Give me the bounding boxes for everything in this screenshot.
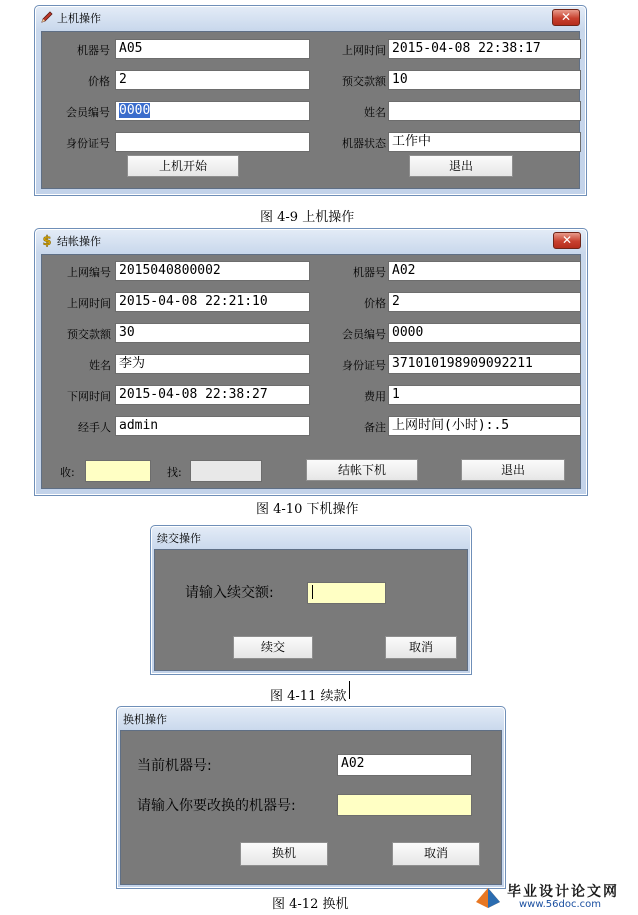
name-field[interactable] bbox=[388, 101, 581, 121]
title-bar[interactable] bbox=[151, 526, 471, 548]
window-title: 续交操作 bbox=[157, 532, 201, 545]
renew-button[interactable]: 续交 bbox=[233, 636, 313, 659]
title-bar[interactable] bbox=[35, 229, 587, 251]
svg-text:$: $ bbox=[42, 234, 52, 247]
label-new-machine: 请输入你要改换的机器号: bbox=[137, 798, 296, 814]
label-fee: 费用 bbox=[364, 390, 386, 403]
machine-no-field[interactable]: A05 bbox=[115, 39, 310, 59]
close-button[interactable]: ✕ bbox=[552, 9, 580, 26]
label-operator: 经手人 bbox=[78, 421, 111, 434]
label-machine-status: 机器状态 bbox=[342, 137, 386, 150]
figure-caption-4-11: 图 4-11 续款 bbox=[270, 689, 347, 704]
figure-caption-4-10: 图 4-10 下机操作 bbox=[256, 502, 359, 517]
switch-machine-window bbox=[116, 706, 506, 889]
prepay-field[interactable]: 30 bbox=[115, 323, 310, 343]
label-name: 姓名 bbox=[89, 359, 111, 372]
label-online-time: 上网时间 bbox=[342, 44, 386, 57]
checkout-button[interactable]: 结帐下机 bbox=[306, 459, 418, 481]
label-machine-no: 机器号 bbox=[77, 44, 110, 57]
id-no-field[interactable]: 371010198909092211 bbox=[388, 354, 581, 374]
form-area bbox=[41, 31, 580, 189]
label-id-no: 身份证号 bbox=[342, 359, 386, 372]
new-machine-field[interactable] bbox=[337, 794, 472, 816]
label-machine-no: 机器号 bbox=[353, 266, 386, 279]
label-session-no: 上网编号 bbox=[67, 266, 111, 279]
renew-amount-field[interactable] bbox=[307, 582, 386, 604]
exit-button[interactable]: 退出 bbox=[461, 459, 565, 481]
price-field[interactable]: 2 bbox=[388, 292, 581, 312]
label-online-time: 上网时间 bbox=[67, 297, 111, 310]
cancel-button[interactable]: 取消 bbox=[385, 636, 457, 659]
receive-field[interactable] bbox=[85, 460, 151, 482]
watermark-logo bbox=[473, 881, 635, 913]
label-note: 备注 bbox=[364, 421, 386, 434]
renew-window bbox=[150, 525, 472, 675]
title-bar[interactable] bbox=[117, 707, 505, 729]
exit-button[interactable]: 退出 bbox=[409, 155, 513, 177]
form-area bbox=[120, 730, 502, 885]
close-button[interactable]: ✕ bbox=[553, 232, 581, 249]
label-receive: 收: bbox=[60, 466, 75, 479]
label-id-no: 身份证号 bbox=[66, 137, 110, 150]
label-prepay: 预交款额 bbox=[342, 75, 386, 88]
window-title: 换机操作 bbox=[123, 713, 167, 726]
pencil-icon bbox=[40, 10, 54, 24]
text-cursor bbox=[349, 681, 350, 699]
label-member-no: 会员编号 bbox=[342, 328, 386, 341]
figure-caption-4-12: 图 4-12 换机 bbox=[272, 897, 349, 912]
online-time-field[interactable]: 2015-04-08 22:21:10 bbox=[115, 292, 310, 312]
member-no-value: 0000 bbox=[119, 103, 151, 118]
label-price: 价格 bbox=[88, 75, 110, 88]
label-price: 价格 bbox=[364, 297, 386, 310]
machine-status-field[interactable]: 工作中 bbox=[388, 132, 581, 152]
title-bar[interactable] bbox=[35, 6, 586, 28]
price-field[interactable]: 2 bbox=[115, 70, 310, 90]
checkout-window bbox=[34, 228, 588, 496]
label-change: 找: bbox=[167, 466, 182, 479]
prepay-field[interactable]: 10 bbox=[388, 70, 581, 90]
label-current-machine: 当前机器号: bbox=[137, 758, 212, 774]
watermark-url: www.56doc.com bbox=[519, 899, 602, 910]
fee-field[interactable]: 1 bbox=[388, 385, 581, 405]
offline-time-field[interactable]: 2015-04-08 22:38:27 bbox=[115, 385, 310, 405]
machine-no-field[interactable]: A02 bbox=[388, 261, 581, 281]
window-title: 结帐操作 bbox=[57, 235, 101, 248]
label-offline-time: 下网时间 bbox=[67, 390, 111, 403]
dollar-icon bbox=[40, 233, 54, 247]
text-caret bbox=[312, 585, 313, 599]
form-area bbox=[41, 254, 581, 489]
book-icon bbox=[473, 882, 503, 912]
switch-button[interactable]: 换机 bbox=[240, 842, 328, 866]
start-button[interactable]: 上机开始 bbox=[127, 155, 239, 177]
current-machine-field[interactable]: A02 bbox=[337, 754, 472, 776]
window-title: 上机操作 bbox=[57, 12, 101, 25]
note-field[interactable]: 上网时间(小时):.5 bbox=[388, 416, 581, 436]
cancel-button[interactable]: 取消 bbox=[392, 842, 480, 866]
label-member-no: 会员编号 bbox=[66, 106, 110, 119]
change-field[interactable] bbox=[190, 460, 262, 482]
form-area bbox=[154, 549, 468, 671]
member-no-field[interactable] bbox=[115, 101, 310, 121]
operator-field[interactable]: admin bbox=[115, 416, 310, 436]
session-no-field[interactable]: 2015040800002 bbox=[115, 261, 310, 281]
figure-caption-4-9: 图 4-9 上机操作 bbox=[260, 210, 355, 225]
label-prepay: 预交款额 bbox=[67, 328, 111, 341]
member-no-field[interactable]: 0000 bbox=[388, 323, 581, 343]
login-window bbox=[34, 5, 587, 196]
name-field[interactable]: 李为 bbox=[115, 354, 310, 374]
online-time-field[interactable]: 2015-04-08 22:38:17 bbox=[388, 39, 581, 59]
label-renew-amount: 请输入续交额: bbox=[185, 585, 274, 601]
label-name: 姓名 bbox=[364, 106, 386, 119]
id-no-field[interactable] bbox=[115, 132, 310, 152]
watermark-title: 毕业设计论文网 bbox=[507, 884, 619, 900]
